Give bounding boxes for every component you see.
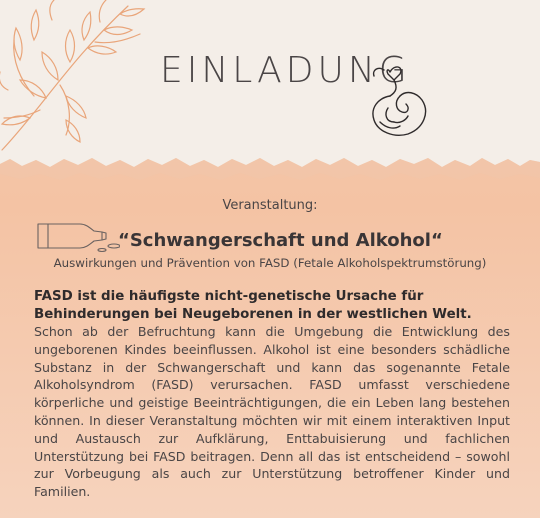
body-paragraph: Schon ab der Befruchtung kann die Umgebung die Entwicklung des ungeborenen Kindes beeinflussen. Alkohol ist eine besonders schädliche Substanz in der Schwangerschaft und kann das sogenannte Fetale Alkoholsyndrom (FASD) verursachen. FASD umfasst verschiedene körperliche und geistige Beeinträchtigungen, die ein Leben lang bestehen können. In dieser Veranstaltung möchten wir mit einem interaktiven Input und Austausch zur Aufklärung, Enttabuisierung und fachlichen Unterstützung bei FASD beitragen. Denn all das ist entscheidend – sowohl zur Vorbeugung als auch zur Unterstützung betroffener Kinder und Familien.	[34, 324, 510, 500]
leaf-branch-icon	[0, 0, 150, 160]
lead-paragraph: FASD ist die häufigste nicht-genetische Ursache für Behinderungen bei Neugeborenen in der westlichen Welt.	[34, 289, 472, 322]
event-title: “Schwangerschaft und Alkohol“	[118, 230, 443, 251]
event-subtitle: Auswirkungen und Prävention von FASD (Fetale Alkoholspektrumstörung)	[53, 256, 487, 270]
event-label: Veranstaltung:	[222, 198, 318, 213]
bottle-icon	[36, 220, 120, 254]
fetus-icon	[364, 62, 436, 142]
page-title: EINLADUNG	[160, 50, 411, 91]
